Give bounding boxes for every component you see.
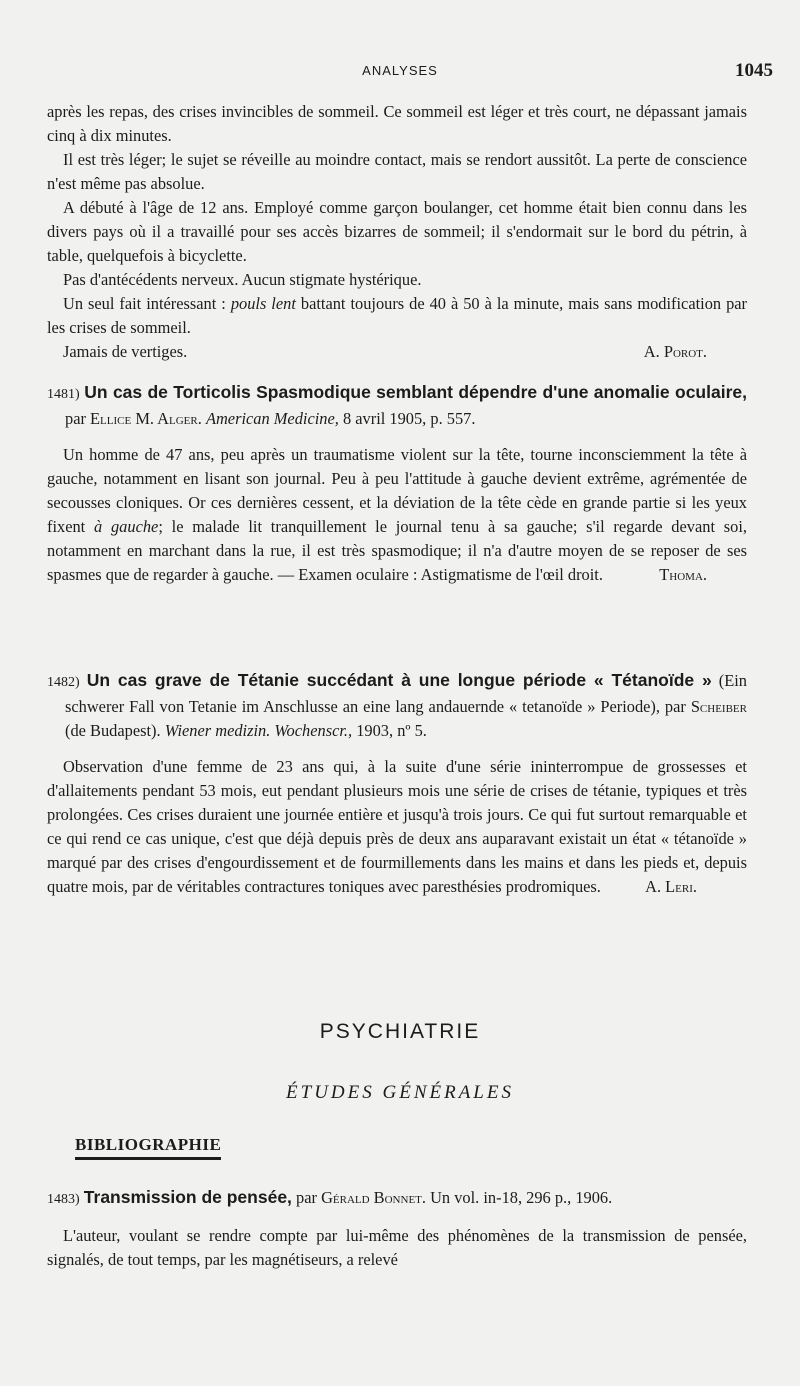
text-run: Un seul fait intéressant : [63,294,226,313]
author: Gérald Bonnet. [321,1188,426,1207]
text-run: battant toujours de 40 à 50 à la minute, mais sans modification par les crises de sommeil. [47,294,747,337]
text-run: (de Budapest). [65,721,161,740]
entry-title: Un cas grave de Tétanie succédant à une longue période « Tétanoïde » [86,670,712,690]
paragraph: Il est très léger; le sujet se réveille au moindre contact, mais se rendort aussitôt. La perte de conscience n'est même pas absolue. [47,150,747,193]
paragraph [47,755,747,899]
paragraph: A débuté à l'âge de 12 ans. Employé comme garçon boulanger, cet homme était bien connu dans les divers pays où il a travaillé pour ses accès bizarres de sommeil; il s'endormait sur le bord du pétrin, à table, quelquefois à bicyclette. [47,198,747,265]
signature: A. Leri. [645,877,697,896]
entry-number: 1483) [47,1192,80,1207]
reference: 1903, nº 5. [356,721,427,740]
entry-1483 [47,1185,747,1272]
entry-heading [47,1185,747,1212]
journal: Wiener medizin. Wochenscr., [164,721,353,740]
emphasis: à gauche [94,517,159,536]
text-run: (Ein schwerer Fall von Tetanie im Anschlusse an eine lang andauernde « tetanoïde » Periode), par [65,671,747,716]
author: Ellice M. Alger. [90,409,202,428]
paragraph [47,340,747,364]
section-title: PSYCHIATRIE [319,1020,481,1043]
text-run: Jamais de vertiges. [63,342,188,361]
text-run: ; le malade lit tranquillement le journal tenu à sa gauche; s'il regarde devant soi, notamment en marchant dans la rue, il est très spasmodique; il n'a d'autre moyen de se reposer de ses spasmes que de regarder à gauche. — Examen oculaire : Astigmatisme de l'œil droit. [47,517,748,584]
entry-number: 1482) [47,675,80,690]
entry-heading [47,668,747,743]
entry-1482 [47,668,747,899]
text-run: par [65,409,86,428]
author: Scheiber [690,697,747,716]
reference: Un vol. in-18, 296 p., 1906. [430,1188,613,1207]
entry-number: 1481) [47,387,80,402]
reference: 8 avril 1905, p. 557. [342,409,476,428]
paragraph [47,292,747,340]
entry-title: Transmission de pensée, [83,1187,292,1207]
signature: Thoma. [659,565,707,584]
bibliography-heading: BIBLIOGRAPHIE [75,1135,221,1160]
running-title: ANALYSES [362,63,438,78]
entry-title: Un cas de Torticolis Spasmodique semblant dépendre d'une anomalie oculaire, [84,382,747,402]
page-number: 1045 [735,60,773,81]
text-run: Observation d'une femme de 23 ans qui, à la suite d'une série ininterrompue de grossesses et d'allaitements pendant 53 mois, eut pendant plusieurs mois une série de crises de tétanie, typiques et très prolongées. Ces crises duraient une journée entière et jusqu'à trois jours. Ce qui fut surtout remarquable et ce qui rend ce cas unique, c'est que déjà depuis près de deux ans auparavant existait un état « tétanoïde » marqué par des crises d'engourdissement et de fourmillements dans les mains et dans les pieds et, depuis quatre mois, par de véritables contractures toniques avec paresthésies prodromiques. [47,757,747,896]
signature: A. Porot. [643,342,707,361]
text-run: Un homme de 47 ans, peu après un traumatisme violent sur la tête, tourne inconsciemment la tête à gauche, notamment en lisant son journal. Peu à peu l'attitude à gauche devient extrême, agrémentée de secousses cloniques. Or ces dernières cessent, et la déviation de la tête cède en grande partie si les yeux fixent [47,445,747,536]
journal: American Medicine, [205,409,339,428]
paragraph: Pas d'antécédents nerveux. Aucun stigmate hystérique. [63,270,422,289]
entry-1481 [47,380,747,587]
section-subtitle: ÉTUDES GÉNÉRALES [286,1082,514,1103]
paragraph: L'auteur, voulant se rendre compte par lui-même des phénomènes de la transmission de pensée, signalés, de tout temps, par les magnétiseurs, a relevé [47,1226,747,1269]
text-run: par [296,1188,317,1207]
emphasis: pouls lent [230,294,296,313]
entry-heading [47,380,747,431]
paragraph [47,443,747,587]
continuation-block [47,100,747,364]
paragraph: après les repas, des crises invincibles de sommeil. Ce sommeil est léger et très court, ne dépassant jamais cinq à dix minutes. [47,102,747,145]
